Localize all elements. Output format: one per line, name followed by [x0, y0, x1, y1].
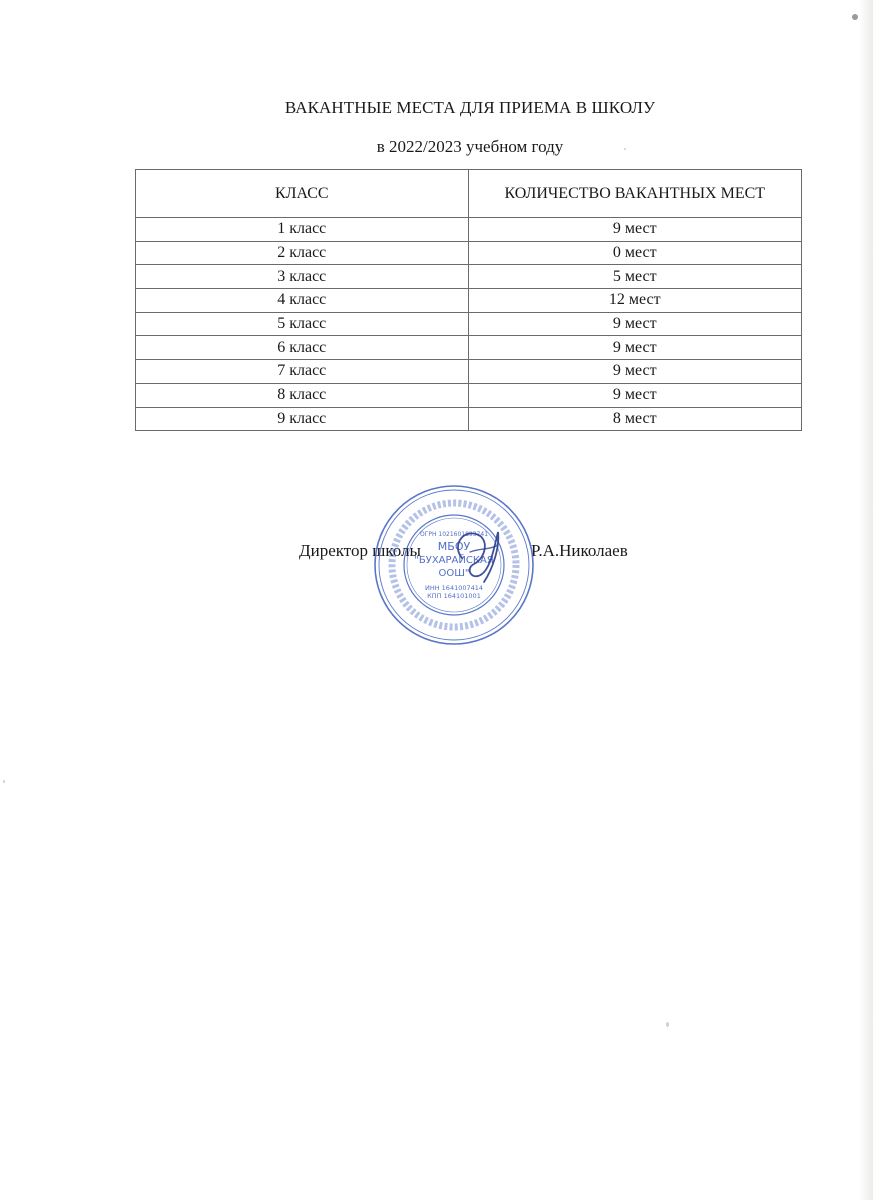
seal-center-line-3: ООШ" [438, 568, 470, 579]
places-cell: 12 мест [468, 289, 802, 313]
places-cell: 9 мест [468, 312, 802, 336]
table-row [136, 336, 802, 360]
grade-cell: 8 класс [136, 383, 469, 407]
grade-cell: 5 класс [136, 312, 469, 336]
table-row [136, 289, 802, 313]
grade-cell: 7 класс [136, 360, 469, 384]
handwritten-signature-icon [437, 518, 510, 588]
document-title: ВАКАНТНЫЕ МЕСТА ДЛЯ ПРИЕМА В ШКОЛУ [284, 98, 656, 117]
signatory-name: Р.А.Николаев [531, 541, 628, 560]
table-row [136, 265, 802, 289]
grade-cell: 2 класс [136, 241, 469, 265]
table-row [136, 360, 802, 384]
grade-cell: 1 класс [136, 218, 469, 242]
seal-ogrn: ОГРН 1021601893741 [419, 531, 489, 538]
column-header-places: КОЛИЧЕСТВО ВАКАНТНЫХ МЕСТ [468, 170, 802, 218]
grade-cell: 9 класс [136, 407, 469, 431]
scan-speck [852, 14, 858, 20]
table-header-row [136, 170, 802, 218]
places-cell: 9 мест [468, 218, 802, 242]
signatory-role: Директор школы [299, 541, 421, 560]
scan-page-edge [859, 0, 873, 1200]
table-row [136, 407, 802, 431]
table-row [136, 241, 802, 265]
grade-cell: 4 класс [136, 289, 469, 313]
places-cell: 9 мест [468, 336, 802, 360]
grade-cell: 3 класс [136, 265, 469, 289]
scan-speck [624, 148, 626, 150]
places-cell: 8 мест [468, 407, 802, 431]
places-cell: 9 мест [468, 360, 802, 384]
document-subtitle: в 2022/2023 учебном году [376, 137, 564, 156]
scan-speck [3, 780, 5, 783]
places-cell: 5 мест [468, 265, 802, 289]
table-row [136, 383, 802, 407]
column-header-grade: КЛАСС [136, 170, 469, 218]
table-row [136, 312, 802, 336]
grade-cell: 6 класс [136, 336, 469, 360]
table-row [136, 218, 802, 242]
seal-inn: ИНН 1641007414 [424, 584, 484, 592]
places-cell: 0 мест [468, 241, 802, 265]
seal-center-line-2: "БУХАРАЙСКАЯ [414, 555, 494, 566]
scan-speck [666, 1022, 669, 1027]
seal-center-line-1: МБОУ [437, 540, 471, 553]
places-cell: 9 мест [468, 383, 802, 407]
seal-kpp: КПП 164101001 [427, 592, 481, 600]
vacancies-table [135, 169, 802, 431]
